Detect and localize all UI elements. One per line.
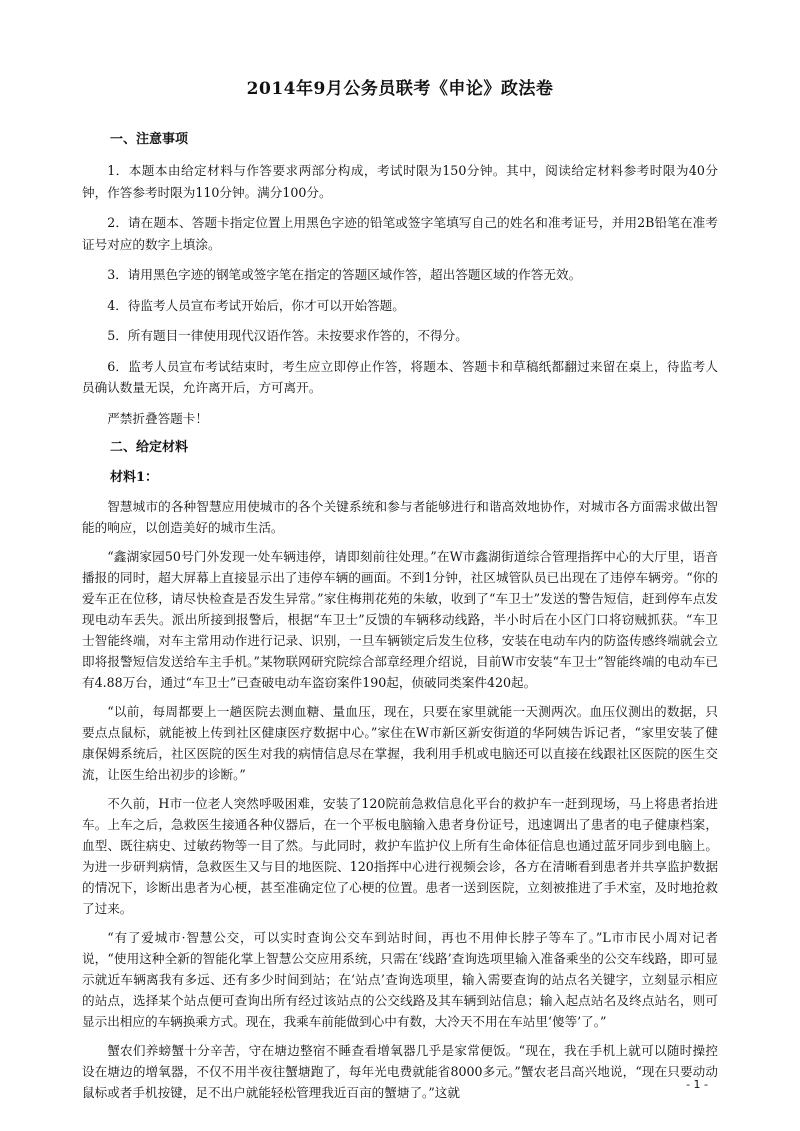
notes-heading: 一、注意事项 (110, 132, 189, 147)
materials-heading: 二、给定材料 (110, 440, 189, 455)
material-paragraph: “有了爱城市·智慧公交，可以实时查询公交车到站时间，再也不用伸长脖子等车了。”L市市民小周对记者说，“使用这种全新的智能化掌上智慧公交应用系统，只需在‘线路’查询选项里输入准备乘坐的公交车线路，即可显示就近车辆离我有多远、还有多少时间到站；在‘站点’查询选项里，输入需要查询的站点名关键字，立刻显示相应的站点，选择某个站点便可查询出所有经过该站点的公交线路及其车辆到站信息；输入起点站名及终点站名，则可显示出相应的车辆换乘方式。现在，我乘车前能做到心中有数，大冷天不用在车站里‘傻等’了。” (82, 930, 718, 1029)
note-item: 5．所有题目一律使用现代汉语作答。未按要求作答的，不得分。 (107, 328, 468, 343)
note-item: 6．监考人员宣布考试结束时，考生应立即停止作答，将题本、答题卡和草稿纸都翻过来留在桌上，待监考人员确认数量无误，允许离开后，方可离开。 (82, 358, 718, 395)
material-paragraph: 不久前，H市一位老人突然呼吸困难，安装了120院前急救信息化平台的救护车一赶到现场，马上将患者抬进车。上车之后，急救医生接通各种仪器后，在一个平板电脑输入患者身份证号，迅速调出了患者的电子健康档案，血型、既往病史、过敏药物等一目了然。与此同时，救护车监护仪上所有生命体征信息也通过蓝牙同步到电脑上。为进一步研判病情，急救医生又与目的地医院、120指挥中心进行视频会诊，各方在清晰看到患者并共享监护数据的情况下，诊断出患者为心梗，甚至准确定位了心梗的位置。患者一送到医院，立刻被推进了手术室，及时地抢救了过来。 (82, 796, 718, 916)
page-number: - 1 - (686, 1078, 708, 1091)
note-item: 1．本题本由给定材料与作答要求两部分构成，考试时限为150分钟。其中，阅读给定材料参考时限为40分钟，作答参考时限为110分钟。满分100分。 (82, 163, 718, 200)
note-item: 2．请在题本、答题卡指定位置上用黑色字迹的铅笔或签字笔填写自己的姓名和准考证号，并用2B铅笔在准考证号对应的数字上填涂。 (82, 215, 718, 252)
material-paragraph: 智慧城市的各种智慧应用使城市的各个关键系统和参与者能够进行和谐高效地协作，对城市各方面需求做出智能的响应，以创造美好的城市生活。 (82, 499, 718, 535)
document-title: 2014年9月公务员联考《申论》政法卷 (246, 79, 554, 99)
warning-text: 严禁折叠答题卡！ (107, 410, 208, 426)
material-label: 材料1： (110, 470, 159, 485)
material-paragraph: 蟹农们养螃蟹十分辛苦，守在塘边整宿不睡查看增氧器几乎是家常便饭。“现在，我在手机上就可以随时操控设在塘边的增氧器，不仅不用半夜往蟹塘跑了，每年光电费就能省8000多元。”蟹农老吕高兴地说，“现在只要动动鼠标或者手机按键，足不出户就能轻松管理我近百亩的蟹塘了。”这就 (82, 1043, 718, 1100)
note-item: 3．请用黑色字迹的钢笔或签字笔在指定的答题区域作答，超出答题区域的作答无效。 (107, 267, 582, 282)
material-paragraph: “鑫湖家园50号门外发现一处车辆违停，请即刻前往处理。”在W市鑫湖街道综合管理指挥中心的大厅里，语音播报的同时，超大屏幕上直接显示出了违停车辆的画面。不到1分钟，社区城管队员已出现在了违停车辆旁。“你的爱车正在位移，请尽快检查是否发生异常。”家住梅荆花苑的朱敏，收到了“车卫士”发送的警告短信，赶到停车点发现电动车丢失。派出所接到报警后，根据“车卫士”反馈的车辆移动线路，半小时后在小区门口将窃贼抓获。“车卫士智能终端，对车主常用动作进行记录、识别，一旦车辆锁定后发生位移，安装在电动车内的防盗传感终端就会立即将报警短信发送给车主手机。”某物联网研究院综合部章经理介绍说，目前W市安装“车卫士”智能终端的电动车已有4.88万台，通过“车卫士”已查破电动车盗窃案件190起，侦破同类案件420起。 (82, 549, 718, 690)
document-body (82, 130, 718, 1111)
note-item: 4．待监考人员宣布考试开始后，你才可以开始答题。 (107, 297, 405, 313)
material-paragraph: “以前，每周都要上一趟医院去测血糖、量血压，现在，只要在家里就能一天测两次。血压仪测出的数据，只要点点鼠标，就能被上传到社区健康医疗数据中心。”家住在W市新区新安街道的华阿姨告诉记者，“家里安装了健康保姆系统后，社区医院的医生对我的病情信息尽在掌握，我利用手机或电脑还可以直接在线跟社区医院的医生交流，让医生给出初步的诊断。” (82, 704, 718, 782)
